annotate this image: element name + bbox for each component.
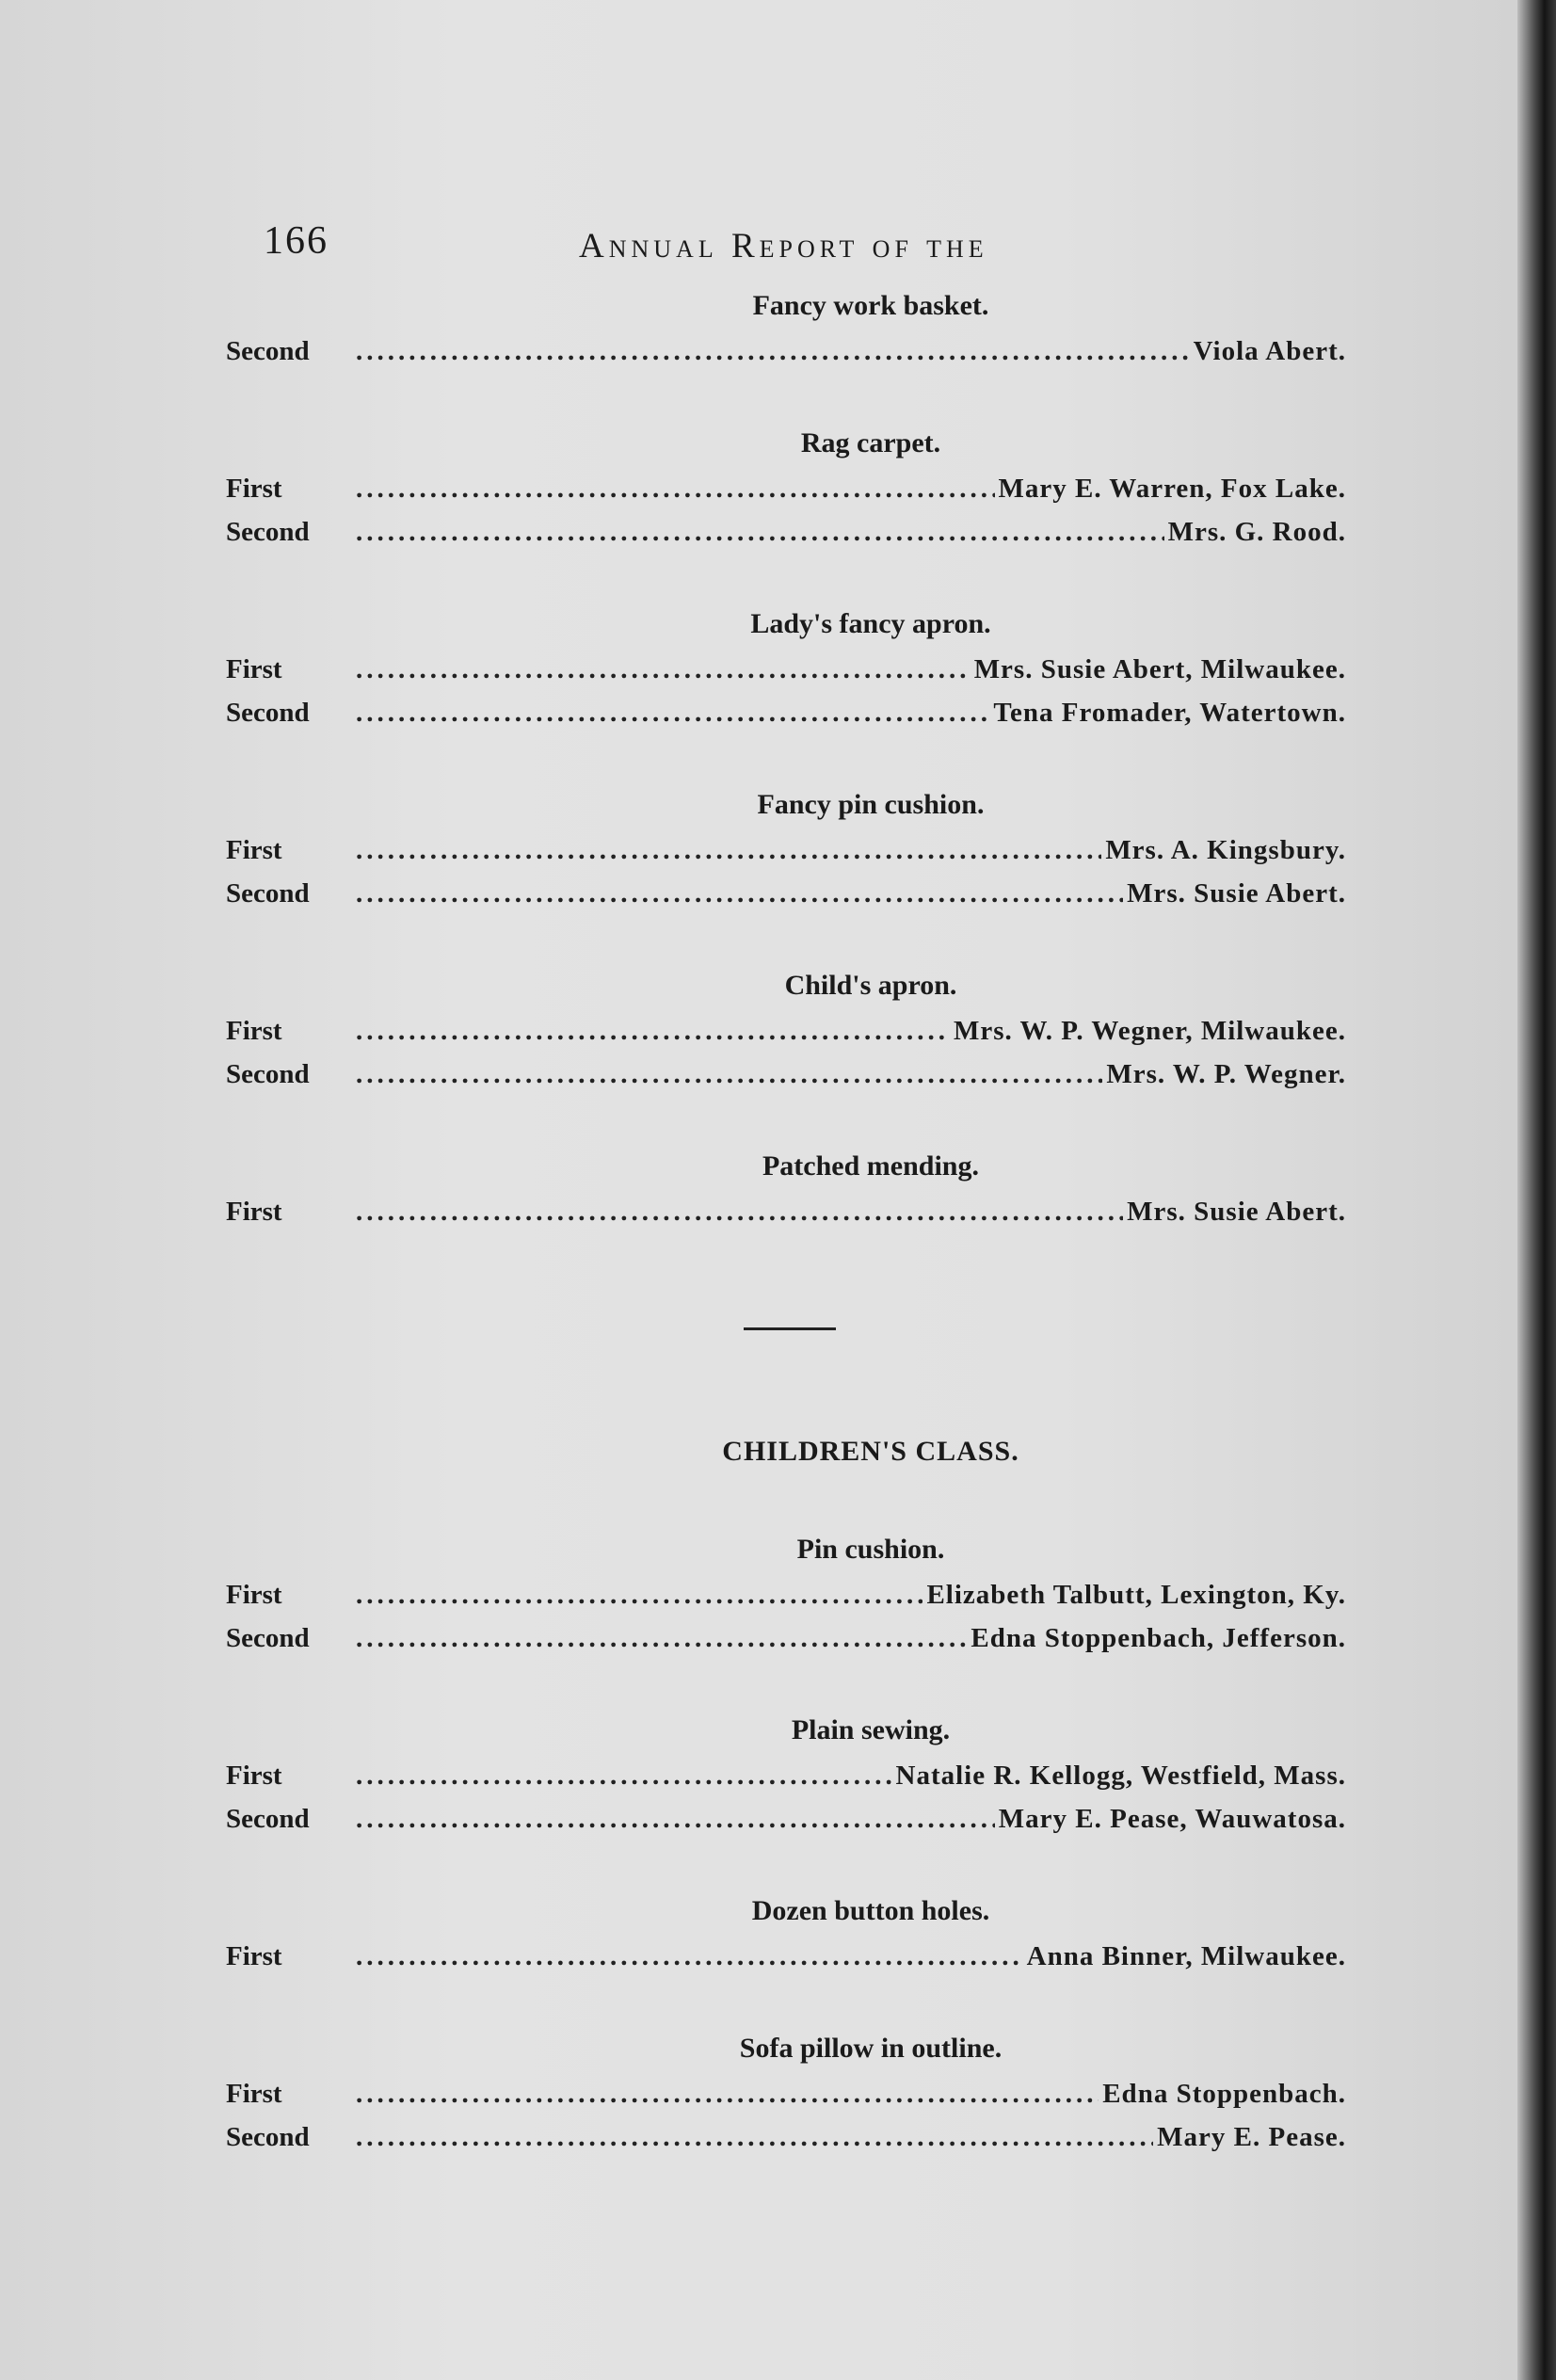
award-category-title: Child's apron. xyxy=(784,970,957,1001)
award-place: Second xyxy=(226,1623,310,1653)
children-class-title: CHILDREN'S CLASS. xyxy=(722,1436,1019,1467)
award-place: First xyxy=(226,654,282,684)
dot-leader xyxy=(356,330,1190,373)
award-entries xyxy=(226,828,1374,915)
award-section xyxy=(226,2033,1374,2159)
dot-leader xyxy=(356,1053,1102,1096)
award-winner: Edna Stoppenbach, Jefferson. xyxy=(970,1623,1346,1653)
award-winner: Mrs. W. P. Wegner, Milwaukee. xyxy=(953,1016,1346,1046)
dot-leader xyxy=(356,2072,1099,2115)
award-category-title: Fancy work basket. xyxy=(752,290,989,321)
award-row xyxy=(226,872,1374,915)
dot-leader xyxy=(356,648,970,691)
award-section xyxy=(226,1150,1374,1233)
award-section xyxy=(226,1534,1374,1660)
award-row xyxy=(226,510,1374,554)
award-place: Second xyxy=(226,2122,310,2152)
award-category-title: Sofa pillow in outline. xyxy=(739,2033,1003,2064)
award-winner: Mrs. Susie Abert. xyxy=(1127,1197,1346,1227)
award-row xyxy=(226,1797,1374,1841)
award-winner: Viola Abert. xyxy=(1193,336,1346,366)
dot-leader xyxy=(356,828,1101,872)
award-entries xyxy=(226,1754,1374,1841)
award-place: First xyxy=(226,1580,282,1610)
award-winner: Elizabeth Talbutt, Lexington, Ky. xyxy=(926,1580,1346,1610)
award-place: Second xyxy=(226,698,310,728)
award-entries xyxy=(226,1935,1374,1978)
dot-leader xyxy=(356,1190,1123,1233)
section-divider xyxy=(744,1327,836,1330)
award-winner: Mrs. A. Kingsbury. xyxy=(1105,835,1346,865)
award-row xyxy=(226,330,1374,373)
dot-leader xyxy=(356,510,1164,554)
dot-leader xyxy=(356,1935,1023,1978)
dot-leader xyxy=(356,1797,995,1841)
award-row xyxy=(226,2072,1374,2115)
award-entries xyxy=(226,1009,1374,1096)
award-row xyxy=(226,1935,1374,1978)
dot-leader xyxy=(356,467,995,510)
award-row xyxy=(226,1009,1374,1053)
award-row xyxy=(226,1754,1374,1797)
award-section xyxy=(226,1714,1374,1841)
dot-leader xyxy=(356,872,1123,915)
dot-leader xyxy=(356,1754,892,1797)
award-entries xyxy=(226,648,1374,734)
award-place: Second xyxy=(226,878,310,909)
page-number: 166 xyxy=(264,219,329,263)
dot-leader xyxy=(356,1009,950,1053)
award-category-title: Pin cushion. xyxy=(796,1534,945,1565)
award-category-title: Fancy pin cushion. xyxy=(757,789,985,820)
award-place: First xyxy=(226,1761,282,1791)
award-row xyxy=(226,1053,1374,1096)
award-entries xyxy=(226,467,1374,554)
award-place: Second xyxy=(226,336,310,366)
award-place: Second xyxy=(226,517,310,547)
award-winner: Mary E. Pease. xyxy=(1157,2122,1346,2152)
page-content xyxy=(226,217,1374,2213)
award-section xyxy=(226,427,1374,554)
running-title: Annual Report of the xyxy=(579,227,988,265)
award-category-title: Rag carpet. xyxy=(800,427,941,458)
dot-leader xyxy=(356,1573,922,1616)
award-entries xyxy=(226,330,1374,373)
award-section xyxy=(226,970,1374,1096)
children-class-sections xyxy=(226,1534,1374,2159)
award-section xyxy=(226,290,1374,373)
award-entries xyxy=(226,1190,1374,1233)
award-winner: Mrs. G. Rood. xyxy=(1167,517,1346,547)
dot-leader xyxy=(356,691,989,734)
dot-leader xyxy=(356,2115,1153,2159)
award-entries xyxy=(226,2072,1374,2159)
award-winner: Mary E. Warren, Fox Lake. xyxy=(998,474,1346,504)
running-head xyxy=(226,217,1374,273)
award-row xyxy=(226,691,1374,734)
award-winner: Mrs. Susie Abert. xyxy=(1127,878,1346,909)
award-entries xyxy=(226,1573,1374,1660)
award-place: First xyxy=(226,2079,282,2109)
award-place: First xyxy=(226,1197,282,1227)
award-row xyxy=(226,1616,1374,1660)
award-category-title: Dozen button holes. xyxy=(751,1895,990,1926)
award-row xyxy=(226,1190,1374,1233)
award-place: First xyxy=(226,1016,282,1046)
award-winner: Anna Binner, Milwaukee. xyxy=(1026,1941,1346,1971)
award-row xyxy=(226,467,1374,510)
award-row xyxy=(226,648,1374,691)
award-winner: Tena Fromader, Watertown. xyxy=(993,698,1346,728)
award-category-title: Lady's fancy apron. xyxy=(750,608,991,639)
award-winner: Mrs. Susie Abert, Milwaukee. xyxy=(973,654,1346,684)
award-row xyxy=(226,828,1374,872)
book-spine-edge xyxy=(1517,0,1556,2380)
award-category-title: Plain sewing. xyxy=(791,1714,951,1745)
award-section xyxy=(226,1895,1374,1978)
award-place: Second xyxy=(226,1804,310,1834)
award-category-title: Patched mending. xyxy=(762,1150,979,1182)
award-winner: Mrs. W. P. Wegner. xyxy=(1106,1059,1346,1089)
award-place: First xyxy=(226,1941,282,1971)
dot-leader xyxy=(356,1616,967,1660)
award-winner: Edna Stoppenbach. xyxy=(1102,2079,1346,2109)
award-section xyxy=(226,789,1374,915)
award-place: First xyxy=(226,835,282,865)
award-winner: Natalie R. Kellogg, Westfield, Mass. xyxy=(895,1761,1346,1791)
award-row xyxy=(226,1573,1374,1616)
award-row xyxy=(226,2115,1374,2159)
award-place: Second xyxy=(226,1059,310,1089)
award-place: First xyxy=(226,474,282,504)
adult-class-sections xyxy=(226,290,1374,1233)
award-winner: Mary E. Pease, Wauwatosa. xyxy=(998,1804,1346,1834)
award-section xyxy=(226,608,1374,734)
